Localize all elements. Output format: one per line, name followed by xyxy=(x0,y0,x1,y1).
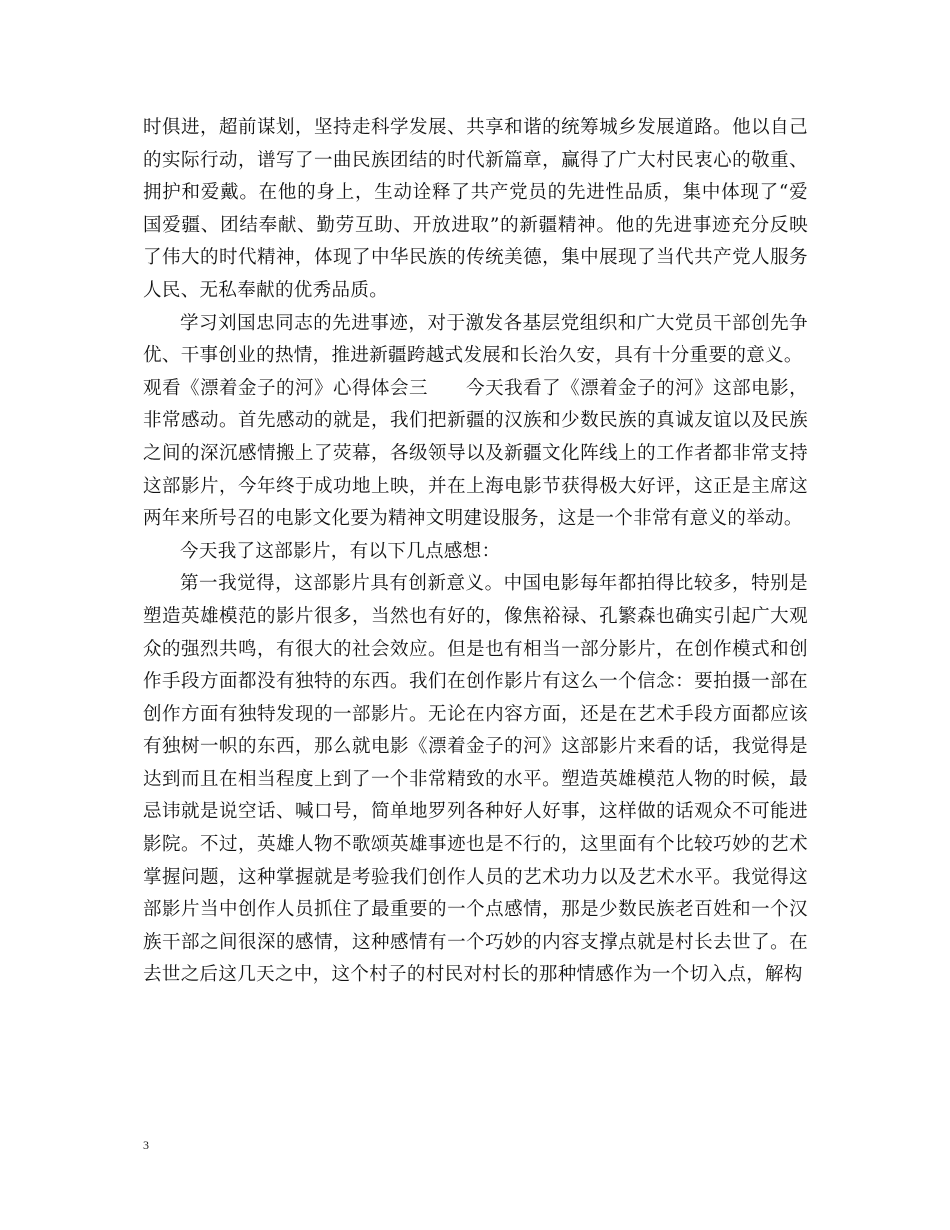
page-number: 3 xyxy=(143,1138,149,1152)
paragraph-2: 学习刘国忠同志的先进事迹，对于激发各基层党组织和广大党员干部创先争优、干事创业的热情，推进新疆跨越式发展和长治久安，具有十分重要的意义。 xyxy=(143,312,808,367)
paragraph-1: 时俱进，超前谋划，坚持走科学发展、共享和谐的统筹城乡发展道路。他以自己的实际行动，谱写了一曲民族团结的时代新篇章，赢得了广大村民衷心的敬重、拥护和爱戴。在他的身上，生动诠释了共产党员的先进性品质，集中体现了“爱国爱疆、团结奉献、勤劳互助、开放进取”的新疆精神。他的先进事迹充分反映了伟大的时代精神，体现了中华民族的传统美德，集中展现了当代共产党人服务人民、无私奉献的优秀品质。 xyxy=(143,117,808,301)
paragraph-4: 今天我了这部影片，有以下几点感想： xyxy=(180,540,501,562)
paragraph-5: 第一我觉得，这部影片具有创新意义。中国电影每年都拍得比较多，特别是塑造英雄模范的影片很多，当然也有好的，像焦裕禄、孔繁森也确实引起广大观众的强烈共鸣，有很大的社会效应。但是也有相当一部分影片，在创作模式和创作手段方面都没有独特的东西。我们在创作影片有这么一个信念：要拍摄一部在创作方面有独特发现的一部影片。无论在内容方面，还是在艺术手段方面都应该有独树一帜的东西，那么就电影《漂着金子的河》这部影片来看的话，我觉得是达到而且在相当程度上到了一个非常精致的水平。塑造英雄模范人物的时候，最忌讳就是说空话、喊口号，简单地罗列各种好人好事，这样做的话观众不可能进影院。不过，英雄人物不歌颂英雄事迹也是不行的，这里面有个比较巧妙的艺术掌握问题，这种掌握就是考验我们创作人员的艺术功力以及艺术水平。我觉得这部影片当中创作人员抓住了最重要的一个点感情，那是少数民族老百姓和一个汉族干部之间很深的感情，这种感情有一个巧妙的内容支撑点就是村长去世了。在去世之后这几天之中，这个村子的村民对村长的那种情感作为一个切入点，解构 xyxy=(143,573,808,986)
document-body xyxy=(143,112,808,992)
paragraph-3: 观看《漂着金子的河》心得体会三 今天我看了《漂着金子的河》这部电影，非常感动。首先感动的就是，我们把新疆的汉族和少数民族的真诚友谊以及民族之间的深沉感情搬上了荧幕，各级领导以及新疆文化阵线上的工作者都非常支持这部影片，今年终于成功地上映，并在上海电影节获得极大好评，这正是主席这两年来所号召的电影文化要为精神文明建设服务，这是一个非常有意义的举动。 xyxy=(143,377,808,530)
